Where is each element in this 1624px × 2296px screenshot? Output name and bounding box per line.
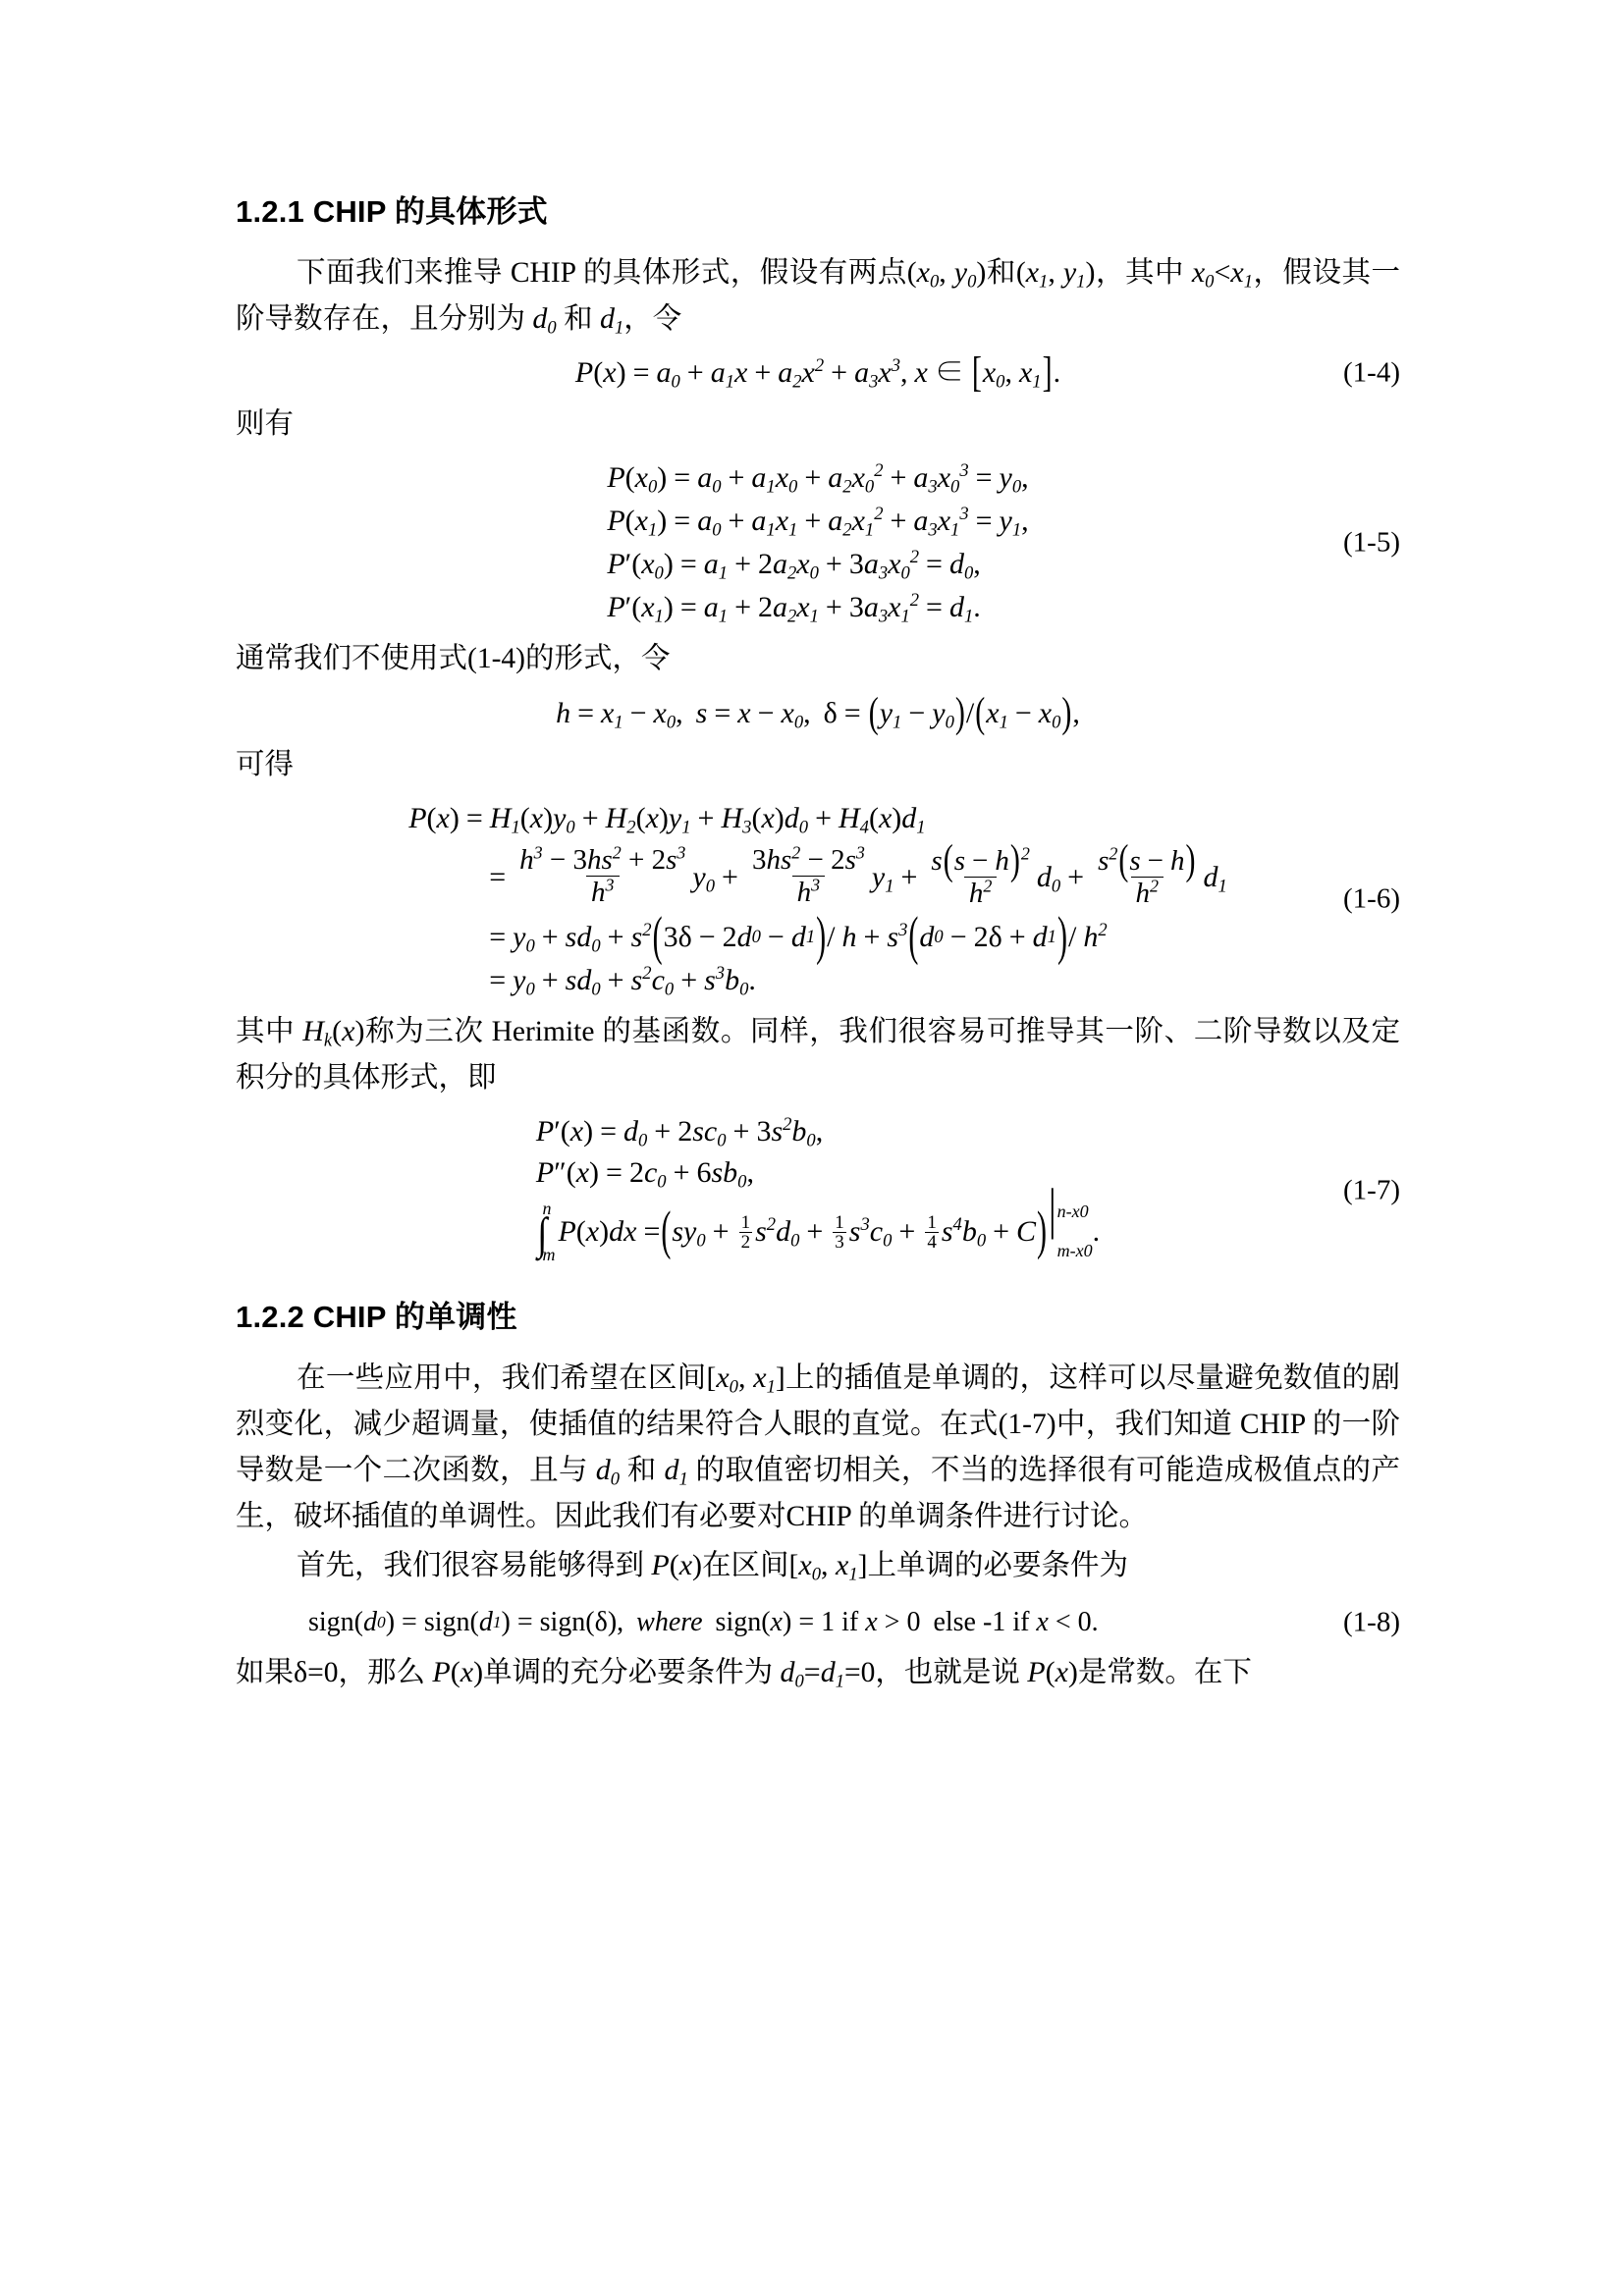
text-run: 的取值密切相关，不 [687,1455,960,1487]
text-run: 当的选择很有可能造成极值点的产生，破坏插值的单调性。因此我们有必要对 [236,1455,1400,1533]
equation-1-6 [408,801,1227,1000]
equation-1-7-line-1: P′(x) = $d_0$ + $2sc_0$ + $3s^2b_0$ , [535,1114,824,1151]
equation-1-5-line-2: $P(x_1)$ = $a_0$ + $a_1x_1$ + $a_2x_1^2$ + $a_3x_1^3$ = $y_1$ , [607,504,1029,542]
equation-1-4-block [236,348,1400,397]
text-run: 称为三次 Herimite 的基函数。同样，我们很容易可推导其一阶、二阶 [364,1015,1253,1047]
text-run: 单调的充分必要条件为 [483,1656,781,1688]
inline-math-d0-b: $d_0$ [595,1454,620,1490]
equation-1-5 [607,460,1029,628]
inline-math-Px-b: P(x) [432,1655,484,1688]
equation-1-8: sign( d 0 ) = sign( d 1 ) = sign( δ ), where sign( x ) = 1 if x > 0 else -1 if x < 0. [308,1606,1099,1637]
text-run: ，令 [623,303,682,336]
paragraph-derive-chip [236,250,1400,343]
equation-1-6-line-4: = $y_0$ + $sd_0$ + $s^2c_0$ + $s^3b_0$ . [489,963,756,1000]
text-run: 下面我们来推导 CHIP 的具体形式，假设有两点( [297,256,917,289]
integral-limits [542,1200,555,1264]
inline-math-interval-2: $x_0$, $x_1$ [798,1548,858,1585]
text-run: CHIP 的单调条件进行讨论。 [785,1501,1149,1533]
text-run: 如果 [236,1656,295,1688]
text-run: ， [1252,256,1283,289]
text-run: 和 [556,303,600,336]
text-run: 和( [986,256,1026,289]
section-heading-1-2-1: 1.2.1 CHIP 的具体形式 [236,194,548,229]
text-run: ]上单调的必要条件为 [857,1549,1128,1581]
inline-math-d0: $d_0$ [532,302,557,339]
text-run: 在一些应用中，我们希望在区间[ [297,1362,717,1394]
inline-math-x0ltx1: $x_0<x_1$ [1191,255,1253,293]
text-run: 首先，我们很容易能够得到 [297,1549,652,1581]
inline-math-point0: $x_0$, $y_0$) [916,255,987,293]
integral-lower-limit: m [542,1245,556,1265]
inline-math-Px: P(x) [651,1548,703,1581]
paragraph-necessary-condition [236,1543,1400,1589]
equation-1-7 [535,1114,1101,1265]
inline-math-delta: δ [294,1655,308,1688]
text-run: 其中 [236,1015,303,1047]
equation-tag-1-8: (1-8) [1343,1606,1400,1638]
section-heading-1-2-2: 1.2.2 CHIP 的单调性 [236,1300,517,1334]
text-run: 我们知道 CHIP 的一阶导数是一个二次函数，且与 [236,1409,1400,1487]
equation-1-6-line-2: = $\frac{h^3 - 3hs^2 + 2s^3}{h^3}$ $y_0$ + $\frac{3hs^2 - 2s^3}{h^3}$ $y_1$ + $\frac{s(s - h)^2}{h^2}$ $d_0$ + $\frac{s^2(s - h)}{h^2}$ $d_1$ [489,836,1227,909]
equation-1-5-line-3: $P'(x_0)$ = $a_1$ + $2a_2x_0$ + $3a_3x_0^2$ = $d_0$ , [607,547,981,585]
text-run: =0，那么 [307,1656,433,1688]
eval-upper-limit: n-x0 [1056,1201,1089,1222]
paragraph-obtain: 可得 [236,748,295,780]
equation-1-8-block [236,1606,1400,1638]
equation-1-5-line-4: $P'(x_1)$ = $a_1$ + $2a_2x_1$ + $3a_3x_1^2$ = $d_1$ . [607,590,981,628]
inline-math-point1: $x_1$, $y_1$) [1025,255,1096,293]
equation-1-7-line-2: P″(x) = $2c_0$ + $6sb_0$ , [535,1156,754,1193]
inline-math-d1-b: $d_1$ [664,1454,688,1490]
equation-1-5-line-1: $P(x_0)$ = $a_0$ + $a_1x_0$ + $a_2x_0^2$ + $a_3x_0^3$ = $y_0$ , [607,460,1029,499]
paragraph-hermite-basis [236,1009,1400,1101]
fraction-h4: $\frac{s^2(s - h)}{h^2}$ [1098,836,1196,909]
equation-1-7-block [236,1114,1400,1265]
paragraph-usually-not-use: 通常我们不使用式(1-4)的形式，令 [236,643,671,675]
paragraph-delta-zero [236,1650,1400,1696]
equation-1-7-line-3-integral: ∫ n m P(x)dx = ( $sy_0$ + $\frac{1}{2}$ $s^2d_0$ + $\frac{1}{3}$ $s^3c_0$ + $\frac{1}{4}$ $s^4b_0$ + C ) | n-x0 m-x0 . [537,1179,1101,1265]
equation-1-4: P(x) = $a_0$ + $a_1x$ + $a_2x^2$ + $a_3x^3$ , x ∈ [ $x_0$ , $x_1$ ] . [574,348,1061,397]
text-run: 导数以及定积分的具体形式，即 [236,1015,1400,1095]
text-run: =0，也就是说 [843,1656,1028,1688]
equation-1-6-line-3: = $y_0$ + $sd_0$ + $s^2$ ( 3 δ − 2 d 0 − d 1 ) / h + $s^3$ ( d 0 − 2 δ + d 1 ) / $h^2$ [489,906,1108,967]
inline-math-interval-1: $x_0$, $x_1$ [716,1361,776,1398]
inline-math-Px-c: P(x) [1027,1655,1078,1688]
integral-icon: ∫ [537,1208,548,1259]
equation-tag-1-7: (1-7) [1343,1174,1400,1206]
integral-upper-limit: n [542,1199,552,1219]
fraction-h1: $\frac{h^3 - 3hs^2 + 2s^3}{h^3}$ [519,842,686,909]
inline-math-d1: $d_1$ [599,302,624,339]
inline-math-d0d1: $d_0=d_1$ [780,1655,844,1692]
paragraph-then-have: 则有 [236,408,295,441]
fraction-h3: $\frac{s(s - h)^2}{h^2}$ [931,836,1030,909]
equation-hsdelta-block [236,689,1400,736]
equation-1-5-block [236,460,1400,628]
equation-1-6-line-1: P(x) = $H_1(x)y_0$ + $H_2(x)y_1$ + $H_3(x)d_0$ + $H_4(x)d_1$ [408,801,926,838]
text-run: ，其中 [1095,256,1192,289]
eval-lower-limit: m-x0 [1056,1241,1093,1261]
paragraph-monotonicity [236,1356,1400,1541]
text-run: 在区间[ [702,1549,799,1581]
equation-tag-1-6: (1-6) [1343,882,1400,915]
equation-tag-1-4: (1-4) [1343,356,1400,389]
equation-1-6-block [236,801,1400,1000]
text-run: 假设其一阶导数存在，且分别为 [236,256,1400,336]
equation-tag-1-5: (1-5) [1343,526,1400,559]
integral-evaluation-bar: | n-x0 m-x0 [1049,1179,1093,1261]
inline-math-Hk: $H_k(x)$ [302,1014,365,1051]
equation-hsdelta: h = $x_1$ − $x_0$ , s = x − $x_0$ , δ = ( $y_1$ − $y_0$ ) / ( $x_1$ − $x_0$ ) , [556,689,1080,736]
text-run: ]上的插值是单调的，这样可以尽量避 [775,1362,1255,1394]
text-run: 和 [619,1455,665,1487]
fraction-h2: $\frac{3hs^2 - 2s^3}{h^3}$ [751,842,865,909]
text-run: 免数值的剧烈变化，减少超调量，使插值的结果符合人眼的直觉。在式(1-7)中， [236,1362,1400,1441]
text-run: 是常数。在下 [1077,1656,1252,1688]
